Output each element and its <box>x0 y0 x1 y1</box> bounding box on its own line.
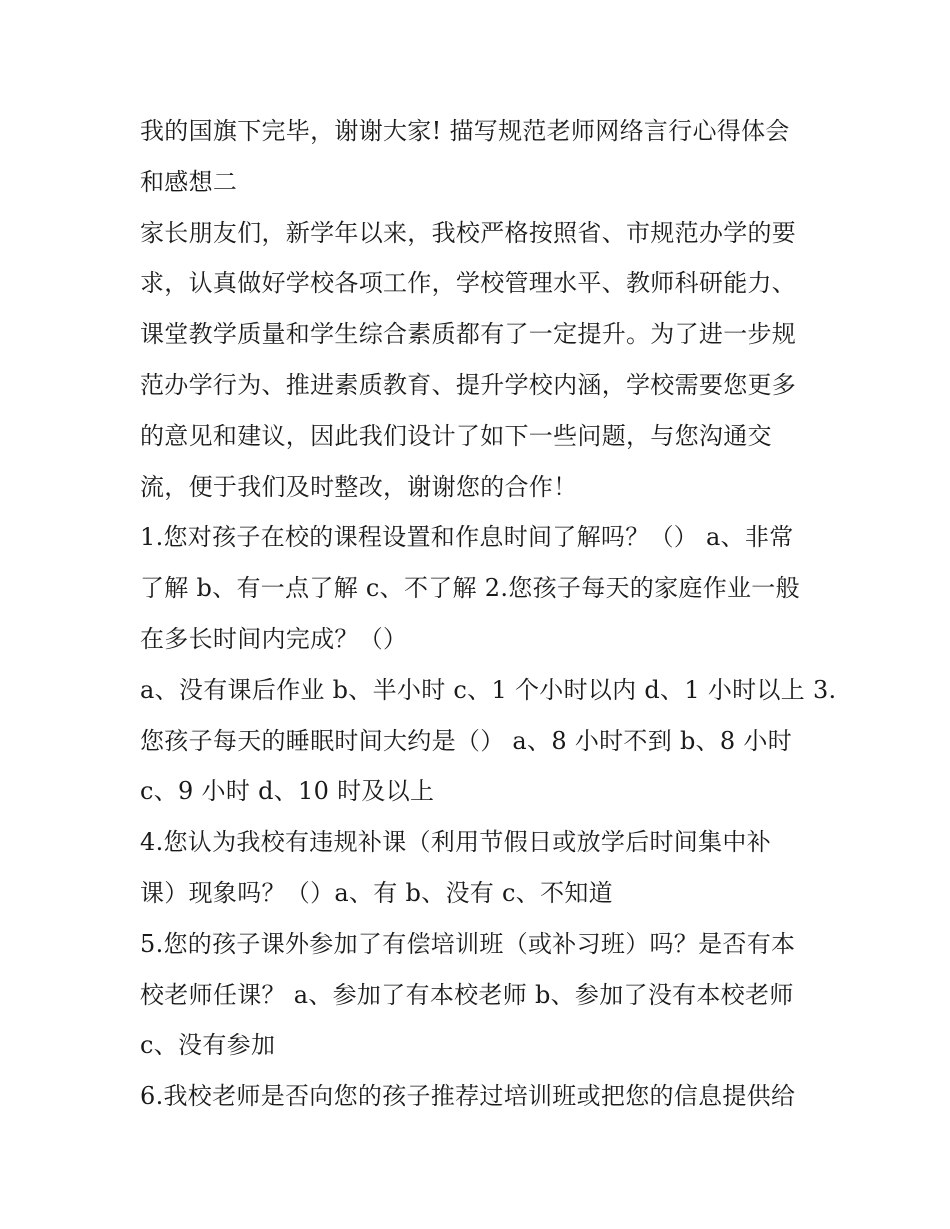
document-body <box>140 106 837 1122</box>
text-line: 范办学行为、推进素质教育、提升学校内涵，学校需要您更多 <box>140 370 797 399</box>
text-line: 5.您的孩子课外参加了有偿培训班（或补习班）吗？是否有本 <box>140 929 796 958</box>
text-line: 课堂教学质量和学生综合素质都有了一定提升。为了进一步规 <box>140 320 797 349</box>
text-line: 在多长时间内完成？（） <box>140 624 408 653</box>
text-line: 流，便于我们及时整改，谢谢您的合作！ <box>140 472 578 501</box>
text-line: 家长朋友们，新学年以来，我校严格按照省、市规范办学的要 <box>140 218 797 247</box>
text-line: 4.您认为我校有违规补课（利用节假日或放学后时间集中补 <box>140 828 771 857</box>
text-line: 了解 b、有一点了解 c、不了解 2.您孩子每天的家庭作业一般 <box>140 574 800 603</box>
text-line: 和感想二 <box>140 167 238 196</box>
text-line: c、没有参加 <box>140 1031 276 1060</box>
text-line: 您孩子每天的睡眠时间大约是（） a、8 小时不到 b、8 小时 <box>140 726 793 755</box>
text-line: 我的国旗下完毕，谢谢大家! 描写规范老师网络言行心得体会 <box>140 117 790 145</box>
text-line: a、没有课后作业 b、半小时 c、1 个小时以内 d、1 小时以上 3. <box>140 675 837 704</box>
text-line: 求，认真做好学校各项工作，学校管理水平、教师科研能力、 <box>140 269 797 298</box>
text-line: 6.我校老师是否向您的孩子推荐过培训班或把您的信息提供给 <box>140 1082 796 1111</box>
text-line: 的意见和建议，因此我们设计了如下一些问题，与您沟通交 <box>140 421 772 450</box>
text-line: 校老师任课？ a、参加了有本校老师 b、参加了没有本校老师 <box>140 980 794 1009</box>
text-line: 1.您对孩子在校的课程设置和作息时间了解吗？（） a、非常 <box>140 523 794 552</box>
text-line: 课）现象吗？（）a、有 b、没有 c、不知道 <box>140 878 613 907</box>
text-line: c、9 小时 d、10 时及以上 <box>140 777 435 806</box>
